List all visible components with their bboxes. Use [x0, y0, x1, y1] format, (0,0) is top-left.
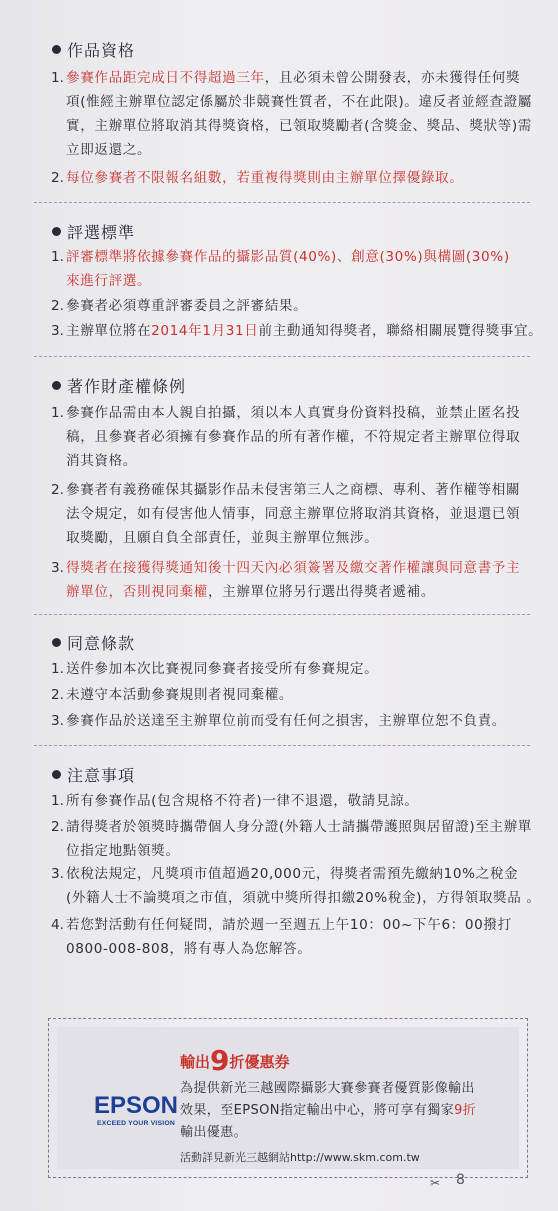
- rule-item: [50, 815, 540, 863]
- rule-item: [50, 683, 540, 707]
- logo-wordmark: EPSON: [93, 1092, 179, 1119]
- rule-number: 2.: [51, 298, 64, 314]
- rule-line: [66, 294, 307, 318]
- page-number: 8: [456, 1172, 465, 1188]
- rule-line: [66, 449, 137, 473]
- rule-number: 1.: [51, 249, 64, 265]
- rule-text: 消其資格。: [66, 453, 137, 469]
- rule-number: 1.: [51, 793, 64, 809]
- coupon-text-3: 輸出優惠。: [180, 1125, 248, 1140]
- rule-text: 位指定地點領獎。: [66, 843, 180, 859]
- rule-text: 請得獎者於領獎時攜帶個人身分證(外籍人士請攜帶護照與居留證)至主辦單: [66, 819, 533, 835]
- section-divider: [34, 614, 530, 615]
- rule-line: [66, 839, 180, 863]
- coupon-discount: 9折: [454, 1103, 477, 1118]
- rule-text: ，且必須未曾公開發表，亦未獲得任何獎: [264, 70, 521, 86]
- rule-line: [66, 245, 510, 269]
- rule-item: [50, 657, 540, 681]
- rule-text: 參賽者必須尊重評審委員之評審結果。: [66, 298, 308, 314]
- rule-text: 0800-008-808，將有專人為您解答。: [66, 941, 312, 957]
- section-title: [52, 763, 135, 786]
- rule-line: [66, 862, 518, 886]
- rule-text: 未遵守本活動參賽規則者視同棄權。: [66, 687, 294, 703]
- section-title: [52, 631, 135, 654]
- highlighted-text: 評審標準將依據參賽作品的攝影品質(40%)、創意(30%)與構圖(30%): [66, 249, 510, 265]
- section-title: [52, 38, 135, 61]
- rule-number: 3.: [51, 713, 64, 729]
- section-title-text: 作品資格: [67, 41, 136, 60]
- rule-text: 取獎勵，且願自負全部責任，並與主辦單位無涉。: [66, 530, 379, 546]
- highlighted-text: 2014年1月31日: [151, 323, 259, 339]
- rule-line: [66, 526, 378, 550]
- rule-item: [50, 319, 543, 343]
- rule-line: [66, 683, 293, 707]
- rule-item: [50, 478, 540, 550]
- bullet-icon: [52, 227, 61, 236]
- coupon-title-pre: 輸出: [180, 1053, 211, 1071]
- rule-line: [66, 401, 520, 425]
- rule-number: 3.: [51, 323, 64, 339]
- rule-text: ，主辦單位將另行選出得獎者遞補。: [207, 584, 436, 600]
- rule-line: [66, 886, 541, 910]
- rule-number: 3.: [51, 560, 64, 576]
- rule-line: [66, 657, 378, 681]
- rule-line: [66, 166, 463, 190]
- rule-item: [50, 166, 540, 190]
- section-divider: [34, 202, 530, 203]
- section-title-text: 注意事項: [67, 766, 136, 785]
- rule-item: [50, 789, 540, 813]
- coupon-title-number: 9: [210, 1044, 230, 1077]
- rule-line: [66, 709, 506, 733]
- highlighted-text: 得獎者在接獲得獎通知後十四天內必須簽署及繳交著作權讓與同意書予主: [66, 560, 521, 576]
- bullet-icon: [52, 770, 61, 779]
- rule-number: 1.: [51, 70, 64, 86]
- rule-item: [50, 294, 540, 318]
- rule-number: 2.: [51, 170, 64, 186]
- epson-coupon: [48, 1018, 528, 1178]
- rule-line: [66, 502, 520, 526]
- highlighted-text: 每位參賽者不限報名組數，若重複得獎則由主辦單位擇優錄取。: [66, 170, 464, 186]
- rule-number: 2.: [51, 819, 64, 835]
- scissors-icon: ✂: [430, 1176, 441, 1190]
- rule-text: 參賽者有義務確保其攝影作品未侵害第三人之商標、專利、著作權等相關: [66, 482, 521, 498]
- rule-line: [66, 319, 542, 343]
- rule-item: [50, 401, 540, 473]
- rule-number: 2.: [51, 482, 64, 498]
- coupon-panel: [57, 1027, 519, 1169]
- rule-number: 1.: [51, 405, 64, 421]
- rule-text: 稿，且參賽者必須擁有參賽作品的所有著作權，不符規定者主辦單位得取: [66, 429, 521, 445]
- rule-line: [66, 138, 151, 162]
- section-divider: [34, 356, 530, 357]
- rule-line: [66, 789, 418, 813]
- bullet-icon: [52, 45, 61, 54]
- rule-text: 送件參加本次比賽視同參賽者接受所有參賽規定。: [66, 661, 379, 677]
- coupon-title-post: 折優惠券: [229, 1053, 290, 1071]
- rule-number: 2.: [51, 687, 64, 703]
- rule-item: [50, 709, 540, 733]
- rule-line: [66, 478, 520, 502]
- highlighted-text: 參賽作品距完成日不得超過三年: [66, 70, 265, 86]
- logo-tagline: EXCEED YOUR VISION: [97, 1120, 175, 1127]
- bullet-icon: [52, 381, 61, 390]
- rule-item: [50, 245, 540, 293]
- rule-item: [50, 913, 540, 961]
- rule-line: [66, 425, 520, 449]
- rule-line: [66, 815, 532, 839]
- rule-line: [66, 556, 520, 580]
- rule-item: [50, 66, 540, 162]
- section-divider: [34, 745, 530, 746]
- highlighted-text: 來進行評選。: [66, 273, 152, 289]
- rule-line: [66, 269, 151, 293]
- rule-line: [66, 90, 532, 114]
- rule-text: 立即返還之。: [66, 142, 152, 158]
- rule-line: [66, 937, 311, 961]
- rule-text: 實，主辦單位將取消其得獎資格，已領取獎勵者(含獎金、獎品、獎狀等)需: [66, 118, 533, 134]
- coupon-text-2: [180, 1101, 515, 1121]
- coupon-text-1: 為提供新光三越國際攝影大賽參賽者優質影像輸出: [180, 1081, 475, 1096]
- rule-number: 1.: [51, 661, 64, 677]
- section-title-text: 著作財產權條例: [67, 377, 187, 396]
- coupon-title: [180, 1044, 290, 1077]
- bullet-icon: [52, 638, 61, 647]
- rule-number: 4.: [51, 917, 64, 933]
- coupon-footer: 活動詳見新光三越網站http://www.skm.com.tw: [180, 1151, 420, 1164]
- rule-text: 依稅法規定，凡獎項市值超過20,000元，得獎者需預先繳納10%之稅金: [66, 866, 519, 882]
- rule-text: 參賽作品於送達至主辦單位前而受有任何之損害，主辦單位恕不負責。: [66, 713, 507, 729]
- rule-text: 主辦單位將在: [66, 323, 152, 339]
- section-title-text: 同意條款: [67, 634, 136, 653]
- rule-item: [50, 556, 540, 604]
- rule-line: [66, 913, 512, 937]
- rule-number: 3.: [51, 866, 64, 882]
- section-title-text: 評選標準: [67, 223, 136, 242]
- rule-line: [66, 114, 532, 138]
- rule-text: 所有參賽作品(包含規格不符者)一律不退還，敬請見諒。: [66, 793, 419, 809]
- rule-text: 若您對活動有任何疑問，請於週一至週五上午10：00~下午6：00撥打: [66, 917, 512, 933]
- rule-text: 前主動通知得獎者，聯絡相關展覽得獎事宜。: [258, 323, 543, 339]
- rule-text: (外籍人士不論獎項之市值，須就中獎所得扣繳20%稅金)，方得領取獎品 。: [66, 890, 541, 906]
- rule-line: [66, 580, 435, 604]
- epson-logo: [81, 1093, 191, 1129]
- coupon-text-2-main: 效果，至EPSON指定輸出中心，將可享有獨家: [180, 1103, 455, 1118]
- rule-text: 項(惟經主辦單位認定係屬於非競賽性質者，不在此限)。違反者並經查證屬: [66, 94, 533, 110]
- rule-item: [50, 862, 540, 910]
- rule-line: [66, 66, 520, 90]
- section-title: [52, 220, 135, 243]
- section-title: [52, 374, 186, 397]
- highlighted-text: 辦單位，否則視同棄權: [66, 584, 208, 600]
- rule-text: 參賽作品需由本人親自拍攝，須以本人真實身份資料投稿，並禁止匿名投: [66, 405, 521, 421]
- rule-text: 法令規定，如有侵害他人情事，同意主辦單位將取消其資格，並退還已領: [66, 506, 521, 522]
